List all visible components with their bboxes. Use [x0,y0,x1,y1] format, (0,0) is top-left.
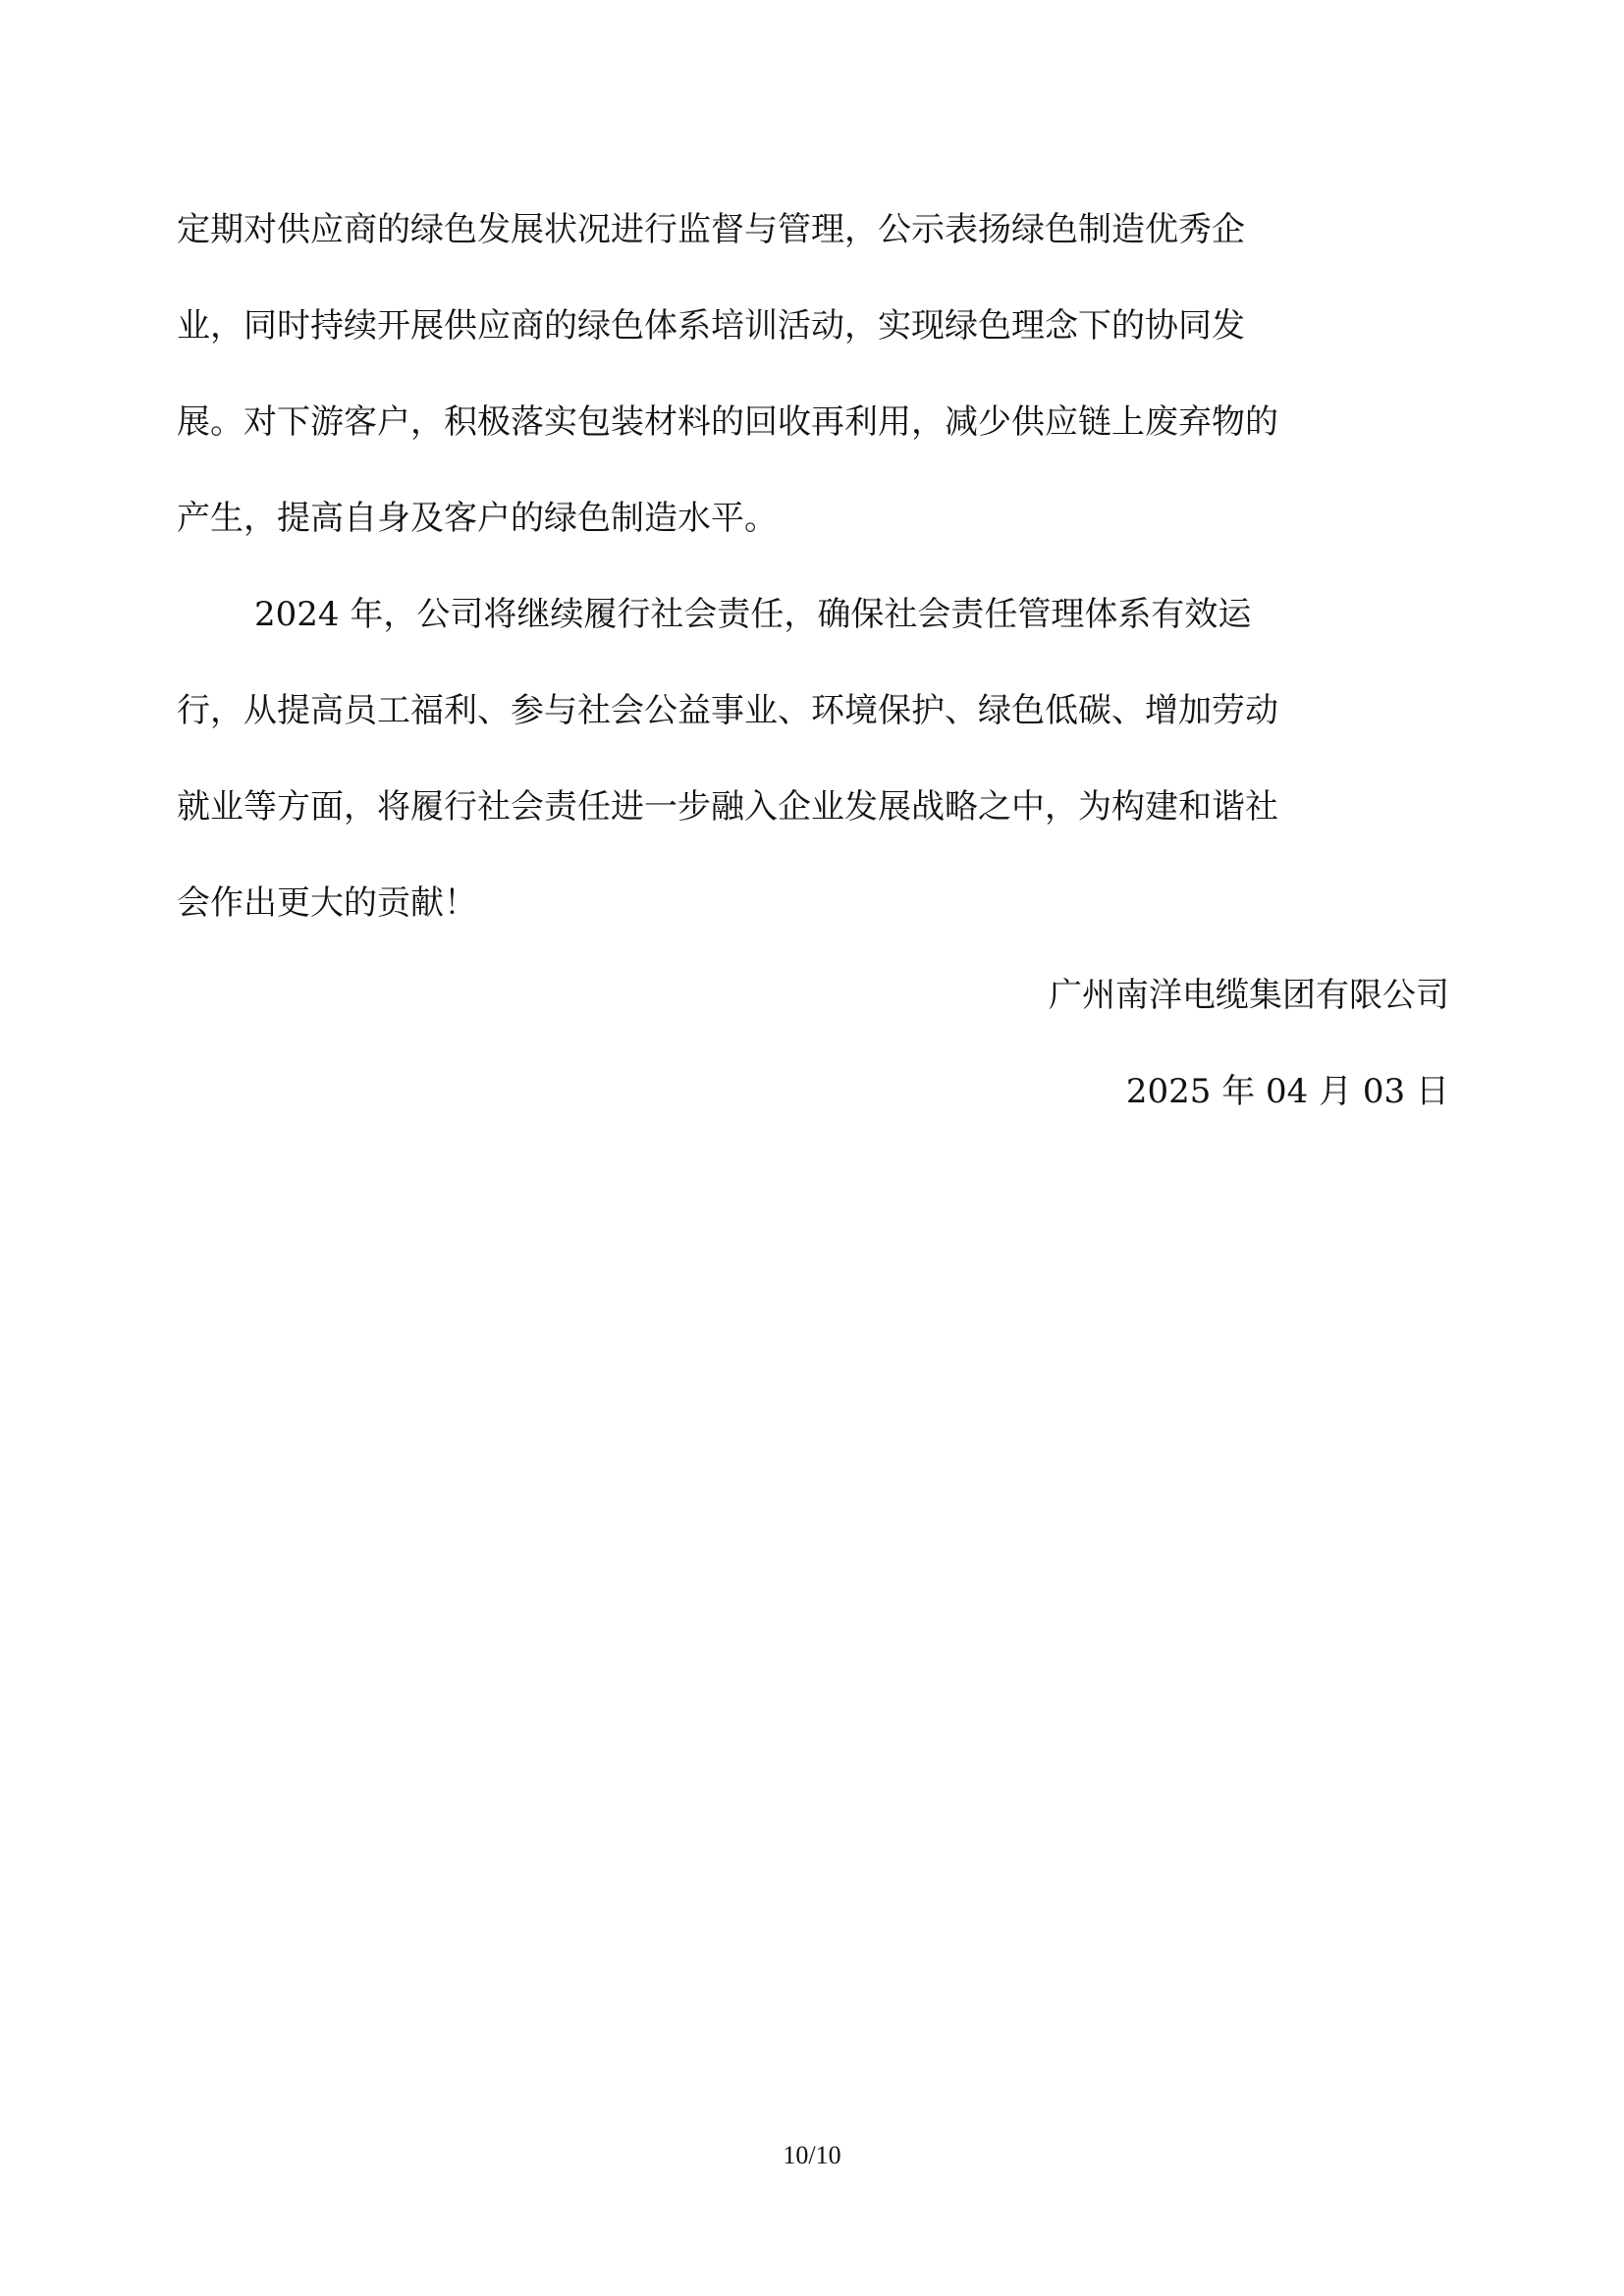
paragraph-line: 2024 年，公司将继续履行社会责任，确保社会责任管理体系有效运 [254,595,1252,634]
paragraph-line: 定期对供应商的绿色发展状况进行监督与管理，公示表扬绿色制造优秀企 [177,210,1245,249]
paragraph-line: 行，从提高员工福利、参与社会公益事业、环境保护、绿色低碳、增加劳动 [177,691,1278,730]
page-number: 10/10 [783,2141,841,2169]
signature-date: 2025 年 04 月 03 日 [1125,1072,1449,1111]
company-name: 广州南洋电缆集团有限公司 [1049,976,1449,1015]
paragraph-line: 展。对下游客户，积极落实包装材料的回收再利用，减少供应链上废弃物的 [177,402,1278,442]
paragraph-1 [177,182,1448,566]
paragraph-line: 业，同时持续开展供应商的绿色体系培训活动，实现绿色理念下的协同发 [177,306,1245,346]
signature-block [1049,947,1449,1140]
paragraph-line: 就业等方面，将履行社会责任进一步融入企业发展战略之中，为构建和谐社 [177,787,1278,827]
paragraph-line: 会作出更大的贡献！ [177,883,477,923]
paragraph-line: 产生，提高自身及客户的绿色制造水平。 [177,499,778,538]
paragraph-2 [177,566,1448,951]
body-text [177,182,1448,951]
